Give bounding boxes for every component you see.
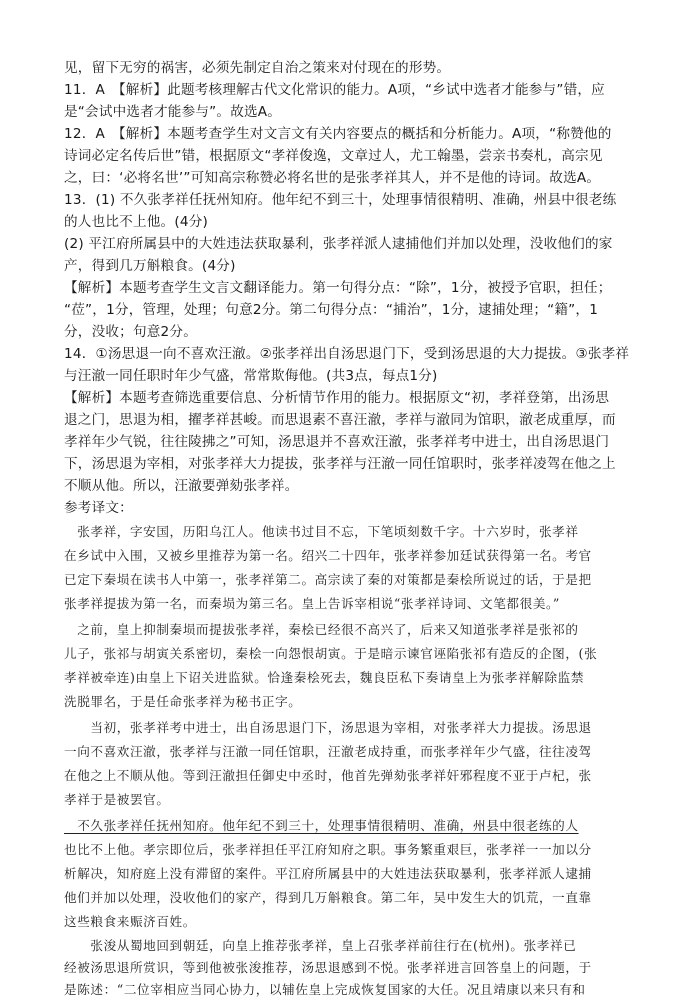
text-line: 之，曰：‘必将名世’”可知高宗称赞必将名世的是张孝祥其人，并不是他的诗词。故选A。 [64, 170, 601, 186]
translation-line: 也比不上他。孝宗即位后，张孝祥担任平江府知府之职。事务繁重艰巨，张孝祥一一加以分 [64, 842, 592, 857]
text-line: 诗词必定名传后世”错，根据原文“孝祥俊逸，文章过人，尤工翰墨，尝亲书奏札，高宗见 [64, 148, 603, 164]
translation-line: 当初，张孝祥考中进士，出自汤思退门下，汤思退为宰相，对张孝祥大力提拔。汤思退 [64, 720, 592, 735]
translation-line: 洗脱罪名，于是任命张孝祥为秘书正字。 [64, 694, 302, 709]
translation-line: 在乡试中入围，又被乡里推荐为第一名。绍兴二十四年，张孝祥参加廷试获得第一名。考官 [64, 548, 592, 563]
text-line: 11．A 【解析】此题考核理解古代文化常识的能力。A项，“乡试中选者才能参与”错，应 [64, 82, 605, 98]
translation-line: 已定下秦埙在读书人中第一，张孝祥第二。高宗读了秦的对策都是秦桧所说过的话，于是把 [64, 572, 592, 587]
translation-line: 是陈述：“二位宰相应当同心协力，以辅佐皇上完成恢复国家的大任。况且靖康以来只有和 [64, 982, 586, 997]
text-line: 与汪澈一同任职时年少气盛，常常欺侮他。(共3点，每点1分) [64, 368, 438, 384]
translation-line: 张浚从蜀地回到朝廷，向皇上推荐张孝祥，皇上召张孝祥前往行在(杭州)。张孝祥已 [64, 938, 577, 953]
translation-line: 一向不喜欢汪澈，张孝祥与汪澈一同任馆职，汪澈老成持重，而张孝祥年少气盛，往往凌驾 [64, 744, 592, 759]
translation-line: 析解决，知府庭上没有滞留的案件。平江府所属县中的大姓违法获取暴利，张孝祥派人逮捕 [64, 866, 592, 881]
text-line: (2) 平江府所属县中的大姓违法获取暴利，张孝祥派人逮捕他们并加以处理，没收他们的家 [64, 236, 613, 252]
translation-line: 张孝祥提拔为第一名，而秦埙为第三名。皇上告诉宰相说“张孝祥诗词、文笔都很美。” [64, 596, 560, 611]
text-line: 【解析】本题考查筛选重要信息、分析情节作用的能力。根据原文“初，孝祥登第，出汤思 [64, 390, 610, 406]
translation-line: 不久张孝祥任抚州知府。他年纪不到三十，处理事情很精明、准确，州县中很老练的人 [64, 818, 579, 833]
translation-line: 这些粮食来赈济百姓。 [64, 914, 196, 929]
text-line: 14．①汤思退一向不喜欢汪澈。②张孝祥出自汤思退门下，受到汤思退的大力提拔。③张孝祥 [64, 346, 630, 362]
text-line: 孝祥年少气锐，往往陵拂之”可知，汤思退并不喜欢汪澈，张孝祥考中进士，出自汤思退门 [64, 434, 610, 450]
text-line: 分，没收；句意2分。 [64, 324, 197, 340]
translation-line: 张孝祥，字安国，历阳乌江人。他读书过目不忘，下笔顷刻数千字。十六岁时，张孝祥 [64, 524, 579, 539]
text-line: 12．A 【解析】本题考查学生对文言文有关内容要点的概括和分析能力。A项，“称赞他的 [64, 126, 612, 142]
translation-line: 儿子，张祁与胡寅关系密切，秦桧一向怨恨胡寅。于是暗示谏官诬陷张祁有造反的企图，(张 [64, 646, 598, 661]
translation-line: 他们并加以处理，没收他们的家产，得到几万斛粮食。第二年，吴中发生大的饥荒，一直靠 [64, 890, 592, 905]
text-line: 退之门，思退为相，擢孝祥甚峻。而思退素不喜汪澈，孝祥与澈同为馆职，澈老成重厚，而 [64, 412, 616, 428]
translation-line: 在他之上不顺从他。等到汪澈担任御史中丞时，他首先弹劾张孝祥奸邪程度不亚于卢杞，张 [64, 768, 592, 783]
translation-line: 之前，皇上抑制秦埙而提拔张孝祥，秦桧已经很不高兴了，后来又知道张孝祥是张祁的 [64, 622, 579, 637]
text-line: 13．(1) 不久张孝祥任抚州知府。他年纪不到三十，处理事情很精明、准确，州县中很老练 [64, 192, 617, 208]
translation-line: 孝祥被牵连)由皇上下诏关进监狱。恰逢秦桧死去，魏良臣私下奏请皇上为张孝祥解除监禁 [64, 670, 585, 685]
text-line: 【解析】本题考查学生文言文翻译能力。第一句得分点：“除”，1分，被授予官职，担任； [64, 280, 612, 296]
text-line: 产，得到几万斛粮食。(4分) [64, 258, 236, 274]
translation-line: 经被汤思退所赏识，等到他被张浚推荐，汤思退感到不悦。张孝祥进言回答皇上的问题，于 [64, 960, 592, 975]
text-line: “莅”，1分，管理，处理；句意2分。第二句得分点：“捕治”，1分，逮捕处理；“籍”，1 [64, 302, 599, 318]
text-line: 下，汤思退为宰相，对张孝祥大力提拔，张孝祥与汪澈一同任馆职时，张孝祥凌驾在他之上 [64, 456, 616, 472]
text-line: 是“会试中选者才能参与”。故选A。 [64, 104, 282, 120]
text-line: 不顺从他。所以，汪澈要弹劾张孝祥。 [64, 478, 299, 494]
translation-line: 孝祥于是被罢官。 [64, 792, 170, 807]
text-line: 的人也比不上他。(4分) [64, 214, 208, 230]
section-heading: 参考译文： [64, 500, 133, 516]
text-line: 见，留下无穷的祸害，必须先制定自治之策来对付现在的形势。 [64, 60, 451, 76]
